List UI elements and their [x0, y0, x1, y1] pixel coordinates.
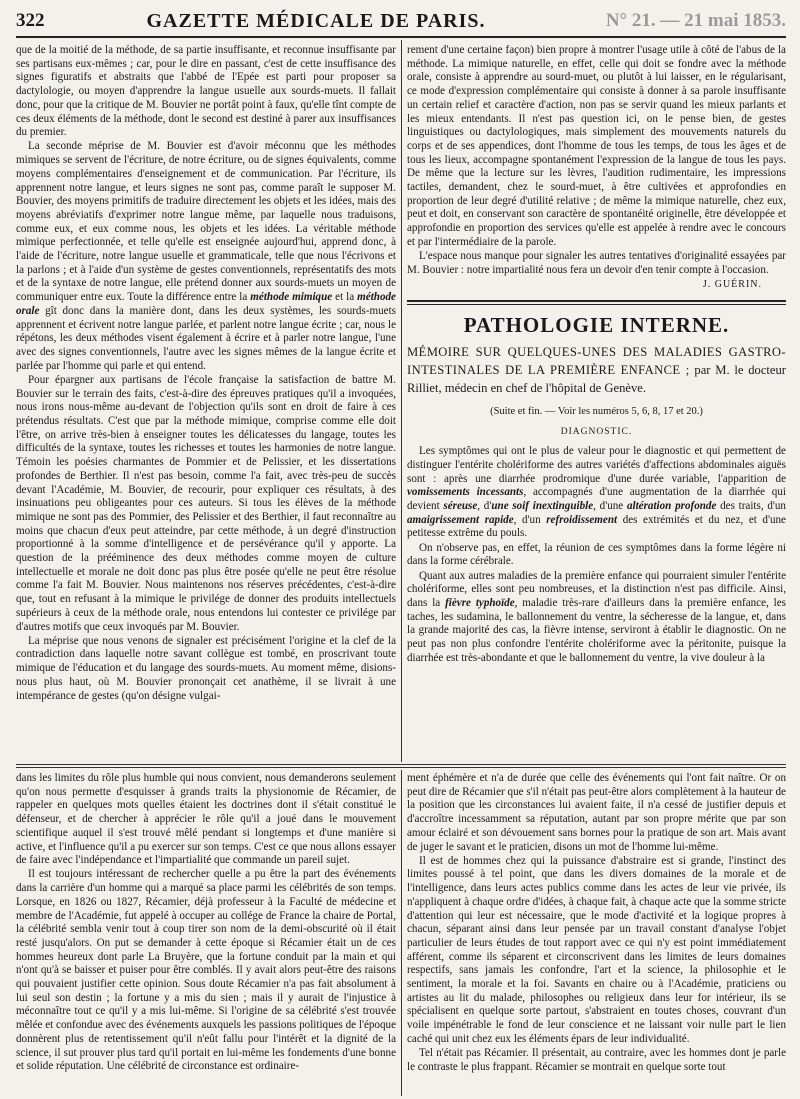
column-left-top	[16, 44, 396, 758]
section-title: PATHOLOGIE INTERNE.	[463, 313, 730, 338]
paragraph: Quant aux autres maladies de la première enfance qui pourraient simuler l'entérite cholériforme, elles sont peu nombreuses, et la distinction n'est pas difficile. Ainsi, dans la fièvre typhoïde, maladie très-rare d'ailleurs dans la première enfance, les taches, les sudamina, le ballonnement du ventre, la sécheresse de la langue, et, dans la grande majorité des cas, la fièvre intense, serviront à établir le diagnostic. On ne peut pas non plus confondre l'entérite cholériforme avec la péritonite, puisque la diarrhée est très-abondante et que le ballonnement du ventre, la vive douleur à la	[407, 569, 786, 664]
paragraph: Il est toujours intéressant de rechercher quelle a pu être la part des événements dans la carrière d'un homme qui a marqué sa place parmi les célébrités de son temps. Lorsque, en 1826 ou 1827, Récamier, déjà professeur à la Faculté de médecine et membre de l'Académie, fut appelé à occuper au collége de France la chaire de Portal, la célébrité sembla venir tout à coup tirer son nom de la demi-obscurité où il était resté jusqu'alors. On put se demander à cette époque si Récamier était un de ces hommes heureux dont parle La Bruyère, que la fortune conduit par la main et qui n'ont qu'à se baisser et puiser pour être comblés. Il y avait alors peut-être des raisons qui pouvaient justifier cette opinion. Sous doute Récamier n'a pas fait absolument à lui seul son destin ; la fortune y a mis du sien ; mais il y aurait de l'injustice à méconnaître tout ce qu'il y a mis lui-même. Si l'origine de sa célébrité s'est trouvée mêlée et confondue avec des événements auxquels les passions politiques de l'époque donnèrent plus de retentissement qu'il n'eût fallu pour l'intérêt et la dignité de la science, il sut prouver plus tard qu'il portait en lui-même les fondements d'une bonne et solide réputation. Une célébrité de circonstance est ordinaire-	[16, 868, 396, 1073]
section-rule	[407, 300, 786, 302]
paragraph: L'espace nous manque pour signaler les autres tentatives d'originalité essayées par M. Bouvier : notre impartialité nous fera un devoir d'en tenir compte à l'occasion.	[407, 250, 786, 276]
continuation-note: (Suite et fin. — Voir les numéros 5, 6, 8, 17 et 20.)	[490, 405, 703, 417]
paragraph: Tel n'était pas Récamier. Il présentait, au contraire, avec les hommes dont je parle le contraste le plus frappant. Récamier se montrait en quelque sorte tout	[407, 1047, 786, 1073]
article-title: MÉMOIRE SUR QUELQUES-UNES DES MALADIES GASTRO-INTESTINALES DE LA PREMIÈRE ENFANCE ; par M. le docteur Rilliet, médecin en chef de l'hôpital de Genève.	[407, 344, 786, 395]
journal-title: GAZETTE MÉDICALE DE PARIS.	[146, 10, 486, 32]
feuilleton-rule-second	[16, 767, 786, 768]
column-right-top	[407, 44, 786, 758]
paragraph: Pour épargner aux partisans de l'école française la satisfaction de battre M. Bouvier sur le terrain des faits, c'est-à-dire des épreuves pratiques qu'il a invoquées, nous irons nous-même au-devant de l'objection qu'ils sont en droit de faire à ces prétendus résultats. C'est que par la méthode mimique, comprise comme elle doit l'être, on arrive très-bien à enseigner toutes les délicatesses du langage, toutes les difficultés de la syntaxe, toutes les richesses et toutes les harmonies de notre langue. Témoin les poésies charmantes de Pommier et de Pelissier, et les dissertations profondes de Berthier. Il n'est pas besoin, comme l'a fait, avec très-peu de succès devant l'Académie, M. Bouvier, de recourir, pour expliquer ces résultats, à des insinuations peu obligeantes pour ces auteurs. Si tous les élèves de la méthode mimique ne sont pas des Pommier, des Pelissier et des Berthier, il faut reconnaître au moins que chacun d'eux peut atteindre, par cette méthode, à un degré d'instruction proportionné à la somme d'intelligence et de persévérance qu'il y apporte. La question de la prééminence des deux méthodes comme moyen de culture intellectuelle et morale ne doit donc pas plus être posée qu'elle ne peut être résolue comme l'a fait M. Bouvier. Nous maintenons nos réserves précédentes, c'est-à-dire que, tout en refusant à la mimique le privilége de donner des produits intellectuels supérieurs à ceux de la méthode orale, nous entendons lui contester ce privilége par d'autres motifs que ceux invoqués par M. Bouvier.	[16, 373, 396, 633]
feuilleton-rule	[16, 764, 786, 765]
paragraph: On n'observe pas, en effet, la réunion de ces symptômes dans la forme légère ni dans la forme cérébrale.	[407, 541, 786, 568]
paragraph: que de la moitié de la méthode, de sa partie insuffisante, et reconnue insuffisante par ses partisans eux-mêmes ; car, pour le dire en passant, c'est de cette insuffisance des signes figuratifs et abstraits que l'abbé de l'Epée est parti pour proposer sa dactylologie, ou moyen d'apprendre la langue usuelle aux sourds-muets. Il fallait donc, pour que la critique de M. Bouvier ne portât point à faux, qu'elle tînt compte de ces deux éléments de la méthode, dont le second est destiné à parer aux insuffisances du premier.	[16, 44, 396, 139]
issue-bleed-through: N° 21. — 21 mai 1853.	[605, 10, 786, 31]
paragraph: La seconde méprise de M. Bouvier est d'avoir méconnu que les méthodes mimiques se servent de l'écriture, de notre écriture, ou de signes équivalents, comme moyens complémentaires d'enseignement et de communication. Par l'écriture, ils apprennent notre langue, et leurs signes ne sont pas, comme paraît le supposer M. Bouvier, des moyens primitifs de traduire directement les objets et les idées, mais des moyens abréviatifs d'exprimer notre langue même, par laquelle nous traduisons, comme eux, et eux comme nous, les objets et les idées. La véritable méthode mimique perfectionnée, et telle qu'elle est enseignée aujourd'hui, apprend donc, à l'aide de l'écriture, notre langue usuelle et grammaticale, telle que nous l'écrivons et la parlons ; et à l'aide d'un système de gestes conventionnels, représentatifs des mots et de la syntaxe de notre langue, elle prétend donner aux sourds-muets un moyen de communiquer entre eux. Toute la différence entre la méthode mimique et la méthode orale gît donc dans la manière dont, dans les deux systèmes, les sourds-muets apprennent et écrivent notre langue parlée, et parlent notre langue écrite ; car, nous le répétons, les deux méthodes visent également à écrire et à parler notre langue, l'une avec des signes conventionnels, l'autre avec les signes mêmes de la langue écrite et parlée par l'homme qui parle et qui entend.	[16, 140, 396, 372]
page-number: 322	[16, 10, 45, 31]
author-signature: J. GUÉRIN.	[702, 279, 762, 291]
header-rule	[16, 36, 786, 38]
newspaper-page	[16, 0, 786, 1099]
paragraph: Il est de hommes chez qui la puissance d'abstraire est si grande, l'instinct des limites poussé à tel point, que dans les divers domaines de la morale et de l'intelligence, dans leurs actes publics comme dans les actes de leur vie privée, ils n'appliquent à chaque ordre d'idées, à chaque fait, à chaque acte que la somme stricte d'attention qui leur est nécessaire, que le mode d'activité et la logique propres à chacun, séparant ainsi dans leur pensée par un travail constant d'analyse l'objet particulier de leurs études de tout rapport avec ce qui n'y est point immédiatement afférent, comme ils séparent et circonscrivent dans les limites de leurs domaines respectifs, sans jamais les confondre, l'art et la science, la philosophie et le sentiment, la morale et la foi. Savants en chaire ou à l'Académie, praticiens ou artistes au lit du malade, philosophes ou religieux dans leur for intérieur, ils se spécialisent en quelque sorte partout, s'abstraient en toutes choses, couvrant d'un voile impénétrable le fond de leur conscience et ne laissant voir nulle part le lien caché qui unit chez eux les éléments épars de leur individualité.	[407, 854, 786, 1045]
section-rule-thin	[407, 304, 786, 305]
column-left-bottom	[16, 772, 396, 1094]
paragraph: La méprise que nous venons de signaler est précisément l'origine et la clef de la contradiction dans laquelle notre savant collègue est tombé, en proscrivant toute mimique de l'éducation et du langage des sourds-muets. Au moment même, disions-nous plus haut, où M. Bouvier prononçait cet anathème, il se livrait à une intempérance de gestes (qu'on désigne vulgai-	[16, 634, 396, 702]
paragraph: dans les limites du rôle plus humble qui nous convient, nous demanderons seulement qu'on nous permette d'esquisser à grands traits la physionomie de Récamier, de rappeler en quelques mots quelles étaient les doctrines dont il s'était constitué le défenseur, et de chercher à apprécier le rôle qu'il a joué dans le mouvement scientifique auquel il s'est trouvé mêlé pendant si longtemps et d'une manière si active, et l'influence qu'il a pu exercer sur son temps. C'est ce que nous allons essayer de faire avec l'indépendance et l'impartialité que commande un pareil sujet.	[16, 772, 396, 867]
subheading: DIAGNOSTIC.	[560, 426, 633, 437]
paragraph: Les symptômes qui ont le plus de valeur pour le diagnostic et qui permettent de distinguer l'entérite cholériforme des autres variétés d'affections abdominales aiguës sont : après une diarrhée prodromique d'une durée variable, l'apparition de vomissements incessants, accompagnés d'une augmentation de la diarrhée qui devient séreuse, d'une soif inextinguible, d'une altération profonde des traits, d'un amaigrissement rapide, d'un refroidissement des extrémités et du nez, et d'une petitesse extrême du pouls.	[407, 445, 786, 540]
paragraph: ment éphémère et n'a de durée que celle des événements qui l'ont fait naître. Or on peut dire de Récamier que s'il n'était pas peut-être alors complètement à la hauteur de la position que les circonstances lui avaient faite, il n'a cessé de justifier depuis et d'accroître incessamment sa réputation, autant par son propre mérite que par son amour éclairé et son dévouement sans bornes pour la pratique de son art. Mais avant de juger le savant et le praticien, disons un mot de l'homme lui-même.	[407, 772, 786, 853]
paragraph: rement d'une certaine façon) bien propre à montrer l'usage utile à côté de l'abus de la méthode. La mimique naturelle, en effet, celle qui doit se fondre avec la méthode orale, consiste à apprendre au sourd-muet, ou plutôt à lui laisser, en le régularisant, ce mode d'expression complémentaire qui consiste à donner à sa parole insuffisante un certain relief et caractère d'action, non pas se servir quand les mieux parlants et les mieux entendants. Il n'est pas question ici, on le pense bien, de gestes linguistiques ou dactylologiques, mais simplement des mouvements naturels du corps et de ses appendices, dont l'homme de tous les temps, de tous les âges et de tous les lieux, accompagne spontanément l'expression de la langue de tous les pays. De même que la lecture sur les lèvres, l'audition rudimentaire, les impressions tactiles, demandent, chez le sourd-muet, à être cultivées et approfondies en proportion de leur degré d'utilité relative ; de même la mimique naturelle, chez eux, peut et doit, en conservant son caractère de spontanéité originelle, être développée et approfondie en proportion des services qu'elle est appelée à rendre avec le concours et par l'intermédiaire de la parole.	[407, 44, 786, 248]
column-divider-bottom	[401, 770, 402, 1096]
column-right-bottom	[407, 772, 786, 1094]
column-divider-top	[401, 40, 402, 762]
